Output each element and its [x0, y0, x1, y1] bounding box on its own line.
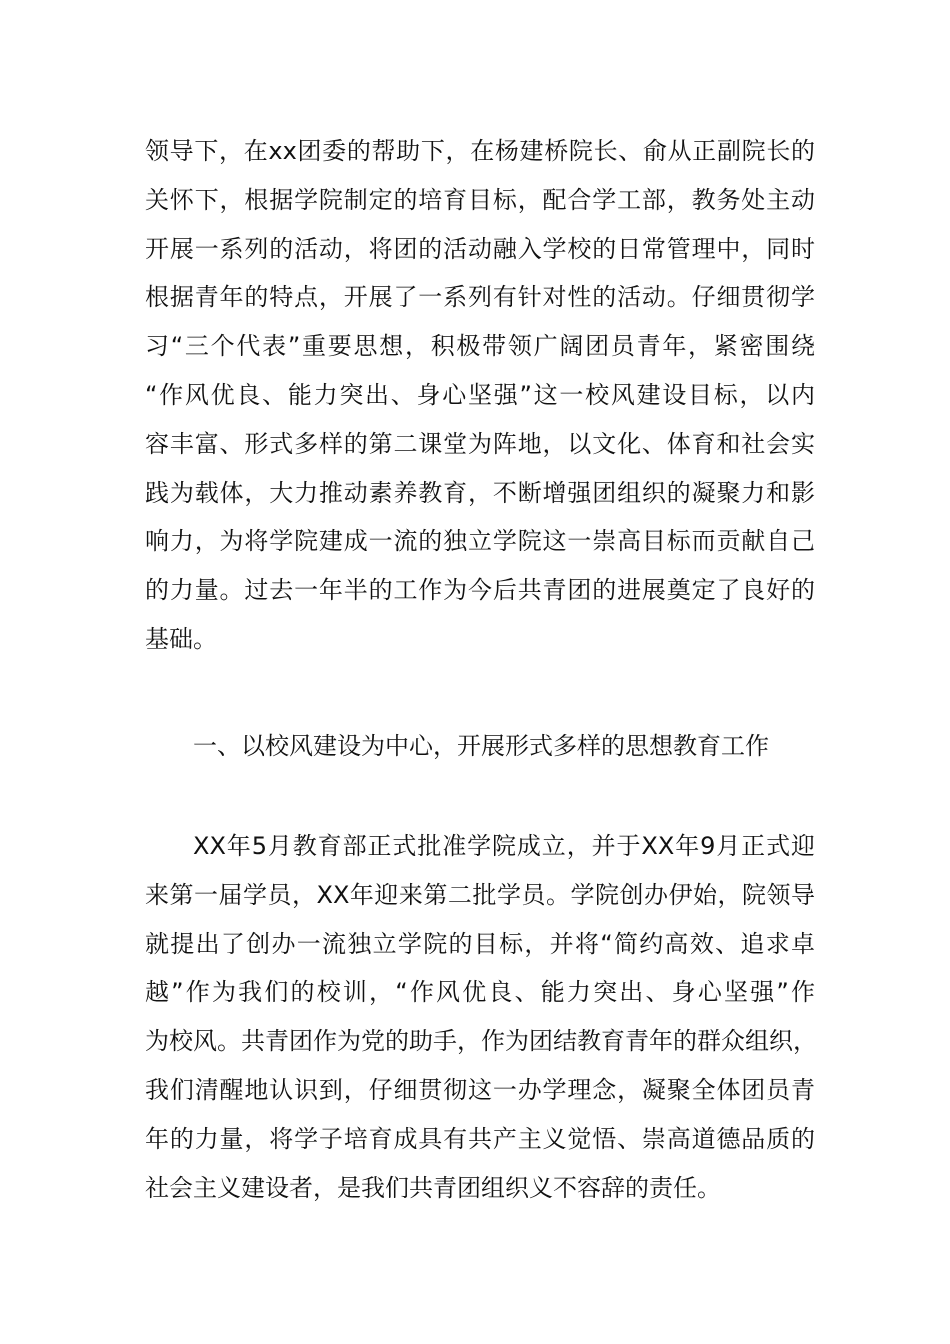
text-line: 领导下，在xx团委的帮助下，在杨建桥院长、俞从正副院长的 — [145, 137, 815, 165]
text-line: 越”作为我们的校训，“作风优良、能力突出、身心坚强”作 — [145, 978, 815, 1007]
text-line: 开展一系列的活动，将团的活动融入学校的日常管理中，同时 — [145, 234, 815, 263]
text-line: 就提出了创办一流独立学院的目标，并将“简约高效、追求卓 — [145, 929, 815, 958]
text-line: 响力，为将学院建成一流的独立学院这一崇高目标而贡献自己 — [145, 527, 815, 556]
text-line: 践为载体，大力推动素养教育，不断增强团组织的凝聚力和影 — [145, 478, 815, 507]
text-line: 我们清醒地认识到，仔细贯彻这一办学理念，凝聚全体团员青 — [145, 1075, 815, 1104]
text-line: 社会主义建设者，是我们共青团组织义不容辞的责任。 — [145, 1173, 721, 1202]
text-line: 容丰富、形式多样的第二课堂为阵地，以文化、体育和社会实 — [145, 429, 815, 458]
text-line: 的力量。过去一年半的工作为今后共青团的进展奠定了良好的 — [145, 576, 815, 605]
text-line: 关怀下，根据学院制定的培育目标，配合学工部，教务处主动 — [145, 185, 815, 214]
text-line: 为校风。共青团作为党的助手，作为团结教育青年的群众组织， — [145, 1027, 817, 1056]
text-line: 根据青年的特点，开展了一系列有针对性的活动。仔细贯彻学 — [145, 283, 815, 312]
paragraph-1 — [145, 127, 815, 664]
text-line: XX年5月教育部正式批准学院成立，并于XX年9月正式迎 — [193, 832, 815, 860]
text-line: “作风优良、能力突出、身心坚强”这一校风建设目标，以内 — [145, 380, 815, 409]
text-line: 年的力量，将学子培育成具有共产主义觉悟、崇高道德品质的 — [145, 1124, 815, 1153]
text-line: 来第一届学员，XX年迎来第二批学员。学院创办伊始，院领导 — [145, 880, 815, 909]
text-line: 基础。 — [145, 624, 217, 653]
text-line: 习“三个代表”重要思想，积极带领广阔团员青年，紧密围绕 — [145, 332, 815, 361]
heading-text: 一、以校风建设为中心，开展形式多样的思想教育工作 — [193, 732, 769, 760]
section-heading — [145, 722, 815, 771]
paragraph-2 — [145, 822, 815, 1212]
